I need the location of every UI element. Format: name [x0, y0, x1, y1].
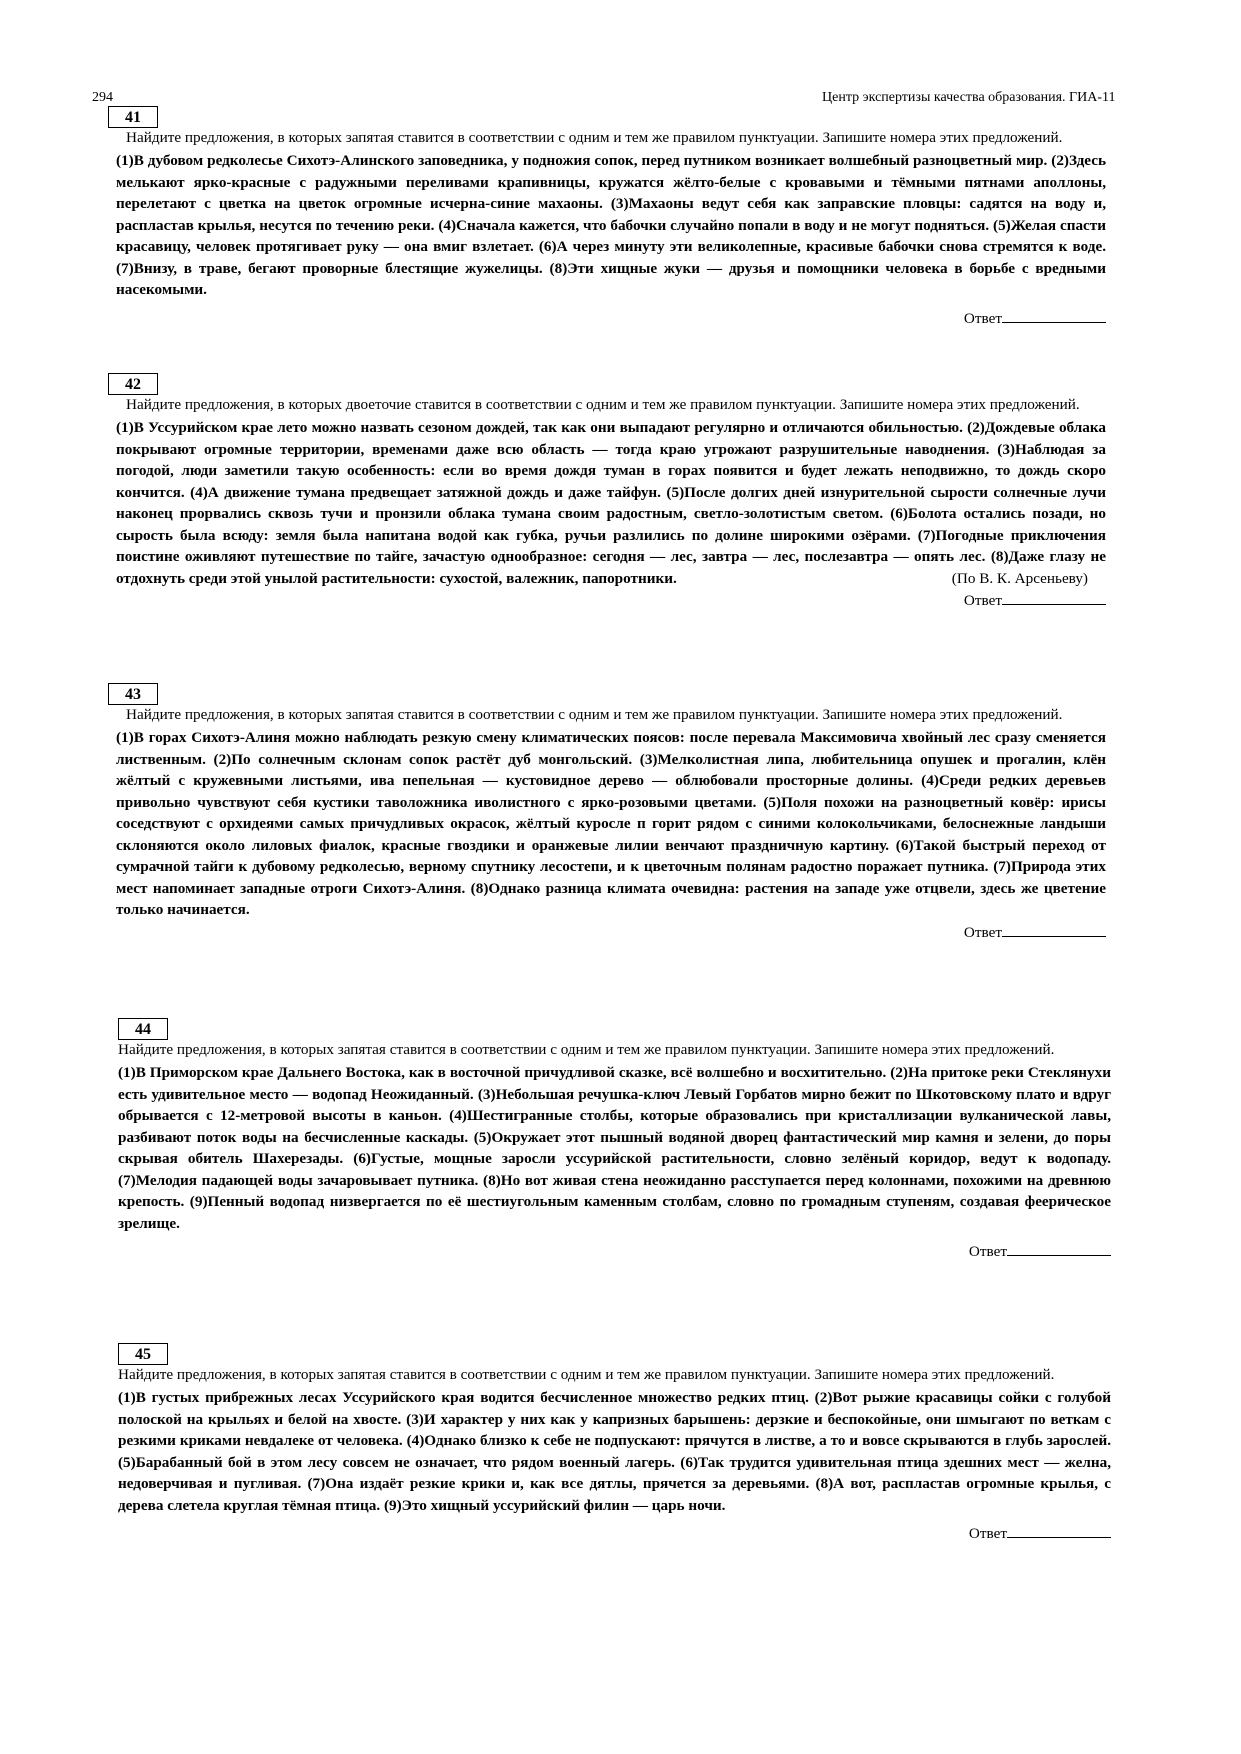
- task-text: (1)В густых прибрежных лесах Уссурийского края водится бесчисленное множество редких птиц. (2)Вот рыжие красавицы сойки с голубой полоской на крыльях и белой на хвосте. (3)И характер у них как у капризных барышень: дерзкие и беспокойные, они шмыгают по веткам с резкими криками невдалеке от человека. (4)Однако близко к себе не подпускают: прячутся в листве, а то и вовсе скрываются в глубь зарослей. (5)Барабанный бой в этом лесу совсем не означает, что рядом военный лагерь. (6)Так трудится удивительная птица здешних мест — желна, недоверчивая и пугливая. (7)Она издаёт резкие крики и, как все дятлы, прячется за деревьями. (8)А вот, распластав огромные крылья, с дерева слетела круглая тёмная птица. (9)Это хищный уссурийский филин — царь ночи.: [118, 1389, 1111, 1514]
- task-instruction: Найдите предложения, в которых двоеточие ставится в соответствии с одним и тем же правилом пунктуации. Запишите номера этих предложений.: [126, 396, 1080, 413]
- task-text: (1)В Приморском крае Дальнего Востока, как в восточной причудливой сказке, всё волшебно и восхитительно. (2)На притоке реки Стеклянухи есть удивительное место — водопад Неожиданный. (3)Небольшая речушка-ключ Левый Горбатов мирно бежит по Шкотовскому плато и вдруг обрывается с 12-метровой высоты в каньон. (4)Шестигранные столбы, которые образовались при кристаллизации вулканической лавы, разбивают поток воды на бесчисленные каскады. (5)Окружает этот пышный водяной дворец фантастический мир камня и зелени, до поры скрывая обитель Шахерезады. (6)Густые, мощные заросли уссурийской растительности, словно зелёный коридор, ведут к водопаду. (7)Мелодия падающей воды зачаровывает путника. (8)Но вот живая стена неожиданно расступается перед колоннами, похожими на древнюю крепость. (9)Пенный водопад низвергается по её шестиугольным каменным столбам, словно по громадным ступеням, создавая феерическое зрелище.: [118, 1064, 1111, 1232]
- answer-field[interactable]: [118, 1240, 1111, 1262]
- answer-label: Ответ: [968, 1525, 1007, 1542]
- answer-field[interactable]: [116, 307, 1106, 329]
- task-43: [116, 683, 1106, 943]
- task-number: 45: [118, 1343, 168, 1365]
- page-number: 294: [92, 90, 113, 105]
- task-text: (1)В дубовом редколесье Сихотэ-Алинского заповедника, у подножия сопок, перед путником возникает волшебный разноцветный мир. (2)Здесь мелькают ярко-красные с радужными переливами крапивницы, кружатся жёлто-белые с кровавыми и тёмными пятнами аполлоны, перелетают с цветка на цветок огромные исчерна-синие махаоны. (3)Махаоны ведут себя как заправские пловцы: садятся на воду и, распластав крылья, несутся по течению реки. (4)Сначала кажется, что бабочки случайно попали в воду и не могут подняться. (5)Желая спасти красавицу, человек протягивает руку — она вмиг взлетает. (6)А через минуту эти великолепные, красивые бабочки снова стремятся к воде. (7)Внизу, в траве, бегают проворные блестящие жужелицы. (8)Эти хищные жуки — друзья и помощники человека в борьбе с вредными насекомыми.: [116, 152, 1106, 298]
- task-42: [116, 373, 1106, 611]
- task-text-body: (1)В Уссурийском крае лето можно назвать сезоном дождей, так как они выпадают регулярно и отличаются обильностью. (2)Дождевые облака покрывают огромные территории, временами даже всю область — тогда краю угрожают разрушительные наводнения. (3)Наблюдая за погодой, люди заметили такую особенность: если во время дождя туман в горах появится и будет лежать неподвижно, то дождь скоро кончится. (4)А движение тумана предвещает затяжной дождь и даже тайфун. (5)После долгих дней изнурительной сырости солнечные лучи наконец прорвались сквозь тучи и пронзили облака тумана своим радостным, светло-золотистым светом. (6)Болота остались позади, но сырость была всюду: земля была напитана водой как губка, ручьи разлились по долине широкими озёрами. (7)Погодные приключения поистине оживляют путешествие по тайге, зачастую однообразное: сегодня — лес, завтра — лес, послезавтра — опять лес. (8)Даже глазу не отдохнуть среди этой унылой растительности: сухостой, валежник, папоротники.: [116, 419, 1106, 587]
- task-45: [118, 1343, 1111, 1544]
- task-number: 42: [108, 373, 158, 395]
- task-number: 44: [118, 1018, 168, 1040]
- task-instruction: Найдите предложения, в которых запятая ставится в соответствии с одним и тем же правилом пунктуации. Запишите номера этих предложений.: [126, 706, 1063, 723]
- answer-label: Ответ: [963, 923, 1002, 941]
- answer-field[interactable]: [116, 589, 1106, 611]
- task-text: (1)В горах Сихотэ-Алиня можно наблюдать резкую смену климатических поясов: после перевала Максимовича хвойный лес сразу сменяется лиственным. (2)По солнечным склонам сопок растёт дуб монгольский. (3)Мелколистная липа, любительница опушек и прогалин, клён жёлтый с кружевными листьями, ива пепельная — кустовидное дерево — облюбовали просторные долины. (4)Среди редких деревьев привольно чувствуют себя кустики таволожника иволистного с ярко-розовыми цветами. (5)Поля похожи на разноцветный ковёр: ирисы соседствуют с орхидеями самых причудливых окрасок, жёлтый куросле п горит рядом с синими колокольчиками, белоснежные ландыши склоняются около лиловых фиалок, красные гвоздики и оранжевые лилии венчают праздничную картину. (6)Такой быстрый переход от сумрачной тайги к дубовому редколесью, верному спутнику лесостепи, и к цветочным полянам радостно поражает путника. (7)Природа этих мест напоминает западные отроги Сихотэ-Алиня. (8)Однако разница климата очевидна: растения на западе уже отцвели, здесь же цветение только начинается.: [116, 729, 1106, 918]
- task-41: [116, 106, 1106, 329]
- answer-line[interactable]: [1002, 307, 1106, 323]
- task-instruction: Найдите предложения, в которых запятая ставится в соответствии с одним и тем же правилом пунктуации. Запишите номера этих предложений.: [118, 1041, 1055, 1058]
- task-text: [116, 417, 1106, 589]
- answer-line[interactable]: [1002, 589, 1106, 605]
- task-44: [118, 1018, 1111, 1262]
- answer-line[interactable]: [1007, 1522, 1111, 1538]
- task-number: 41: [108, 106, 158, 128]
- task-instruction: Найдите предложения, в которых запятая ставится в соответствии с одним и тем же правилом пунктуации. Запишите номера этих предложений.: [118, 1366, 1055, 1383]
- header-title: Центр экспертизы качества образования. ГИА-11: [822, 90, 1116, 105]
- answer-label: Ответ: [963, 309, 1002, 327]
- task-instruction: Найдите предложения, в которых запятая ставится в соответствии с одним и тем же правилом пунктуации. Запишите номера этих предложений.: [126, 129, 1063, 146]
- answer-label: Ответ: [968, 1243, 1007, 1260]
- task-number: 43: [108, 683, 158, 705]
- answer-field[interactable]: [118, 1522, 1111, 1544]
- answer-label: Ответ: [963, 592, 1002, 609]
- answer-line[interactable]: [1007, 1240, 1111, 1256]
- source-citation: (По В. К. Арсеньеву): [951, 569, 1088, 587]
- answer-line[interactable]: [1002, 921, 1106, 937]
- answer-field[interactable]: [116, 921, 1106, 943]
